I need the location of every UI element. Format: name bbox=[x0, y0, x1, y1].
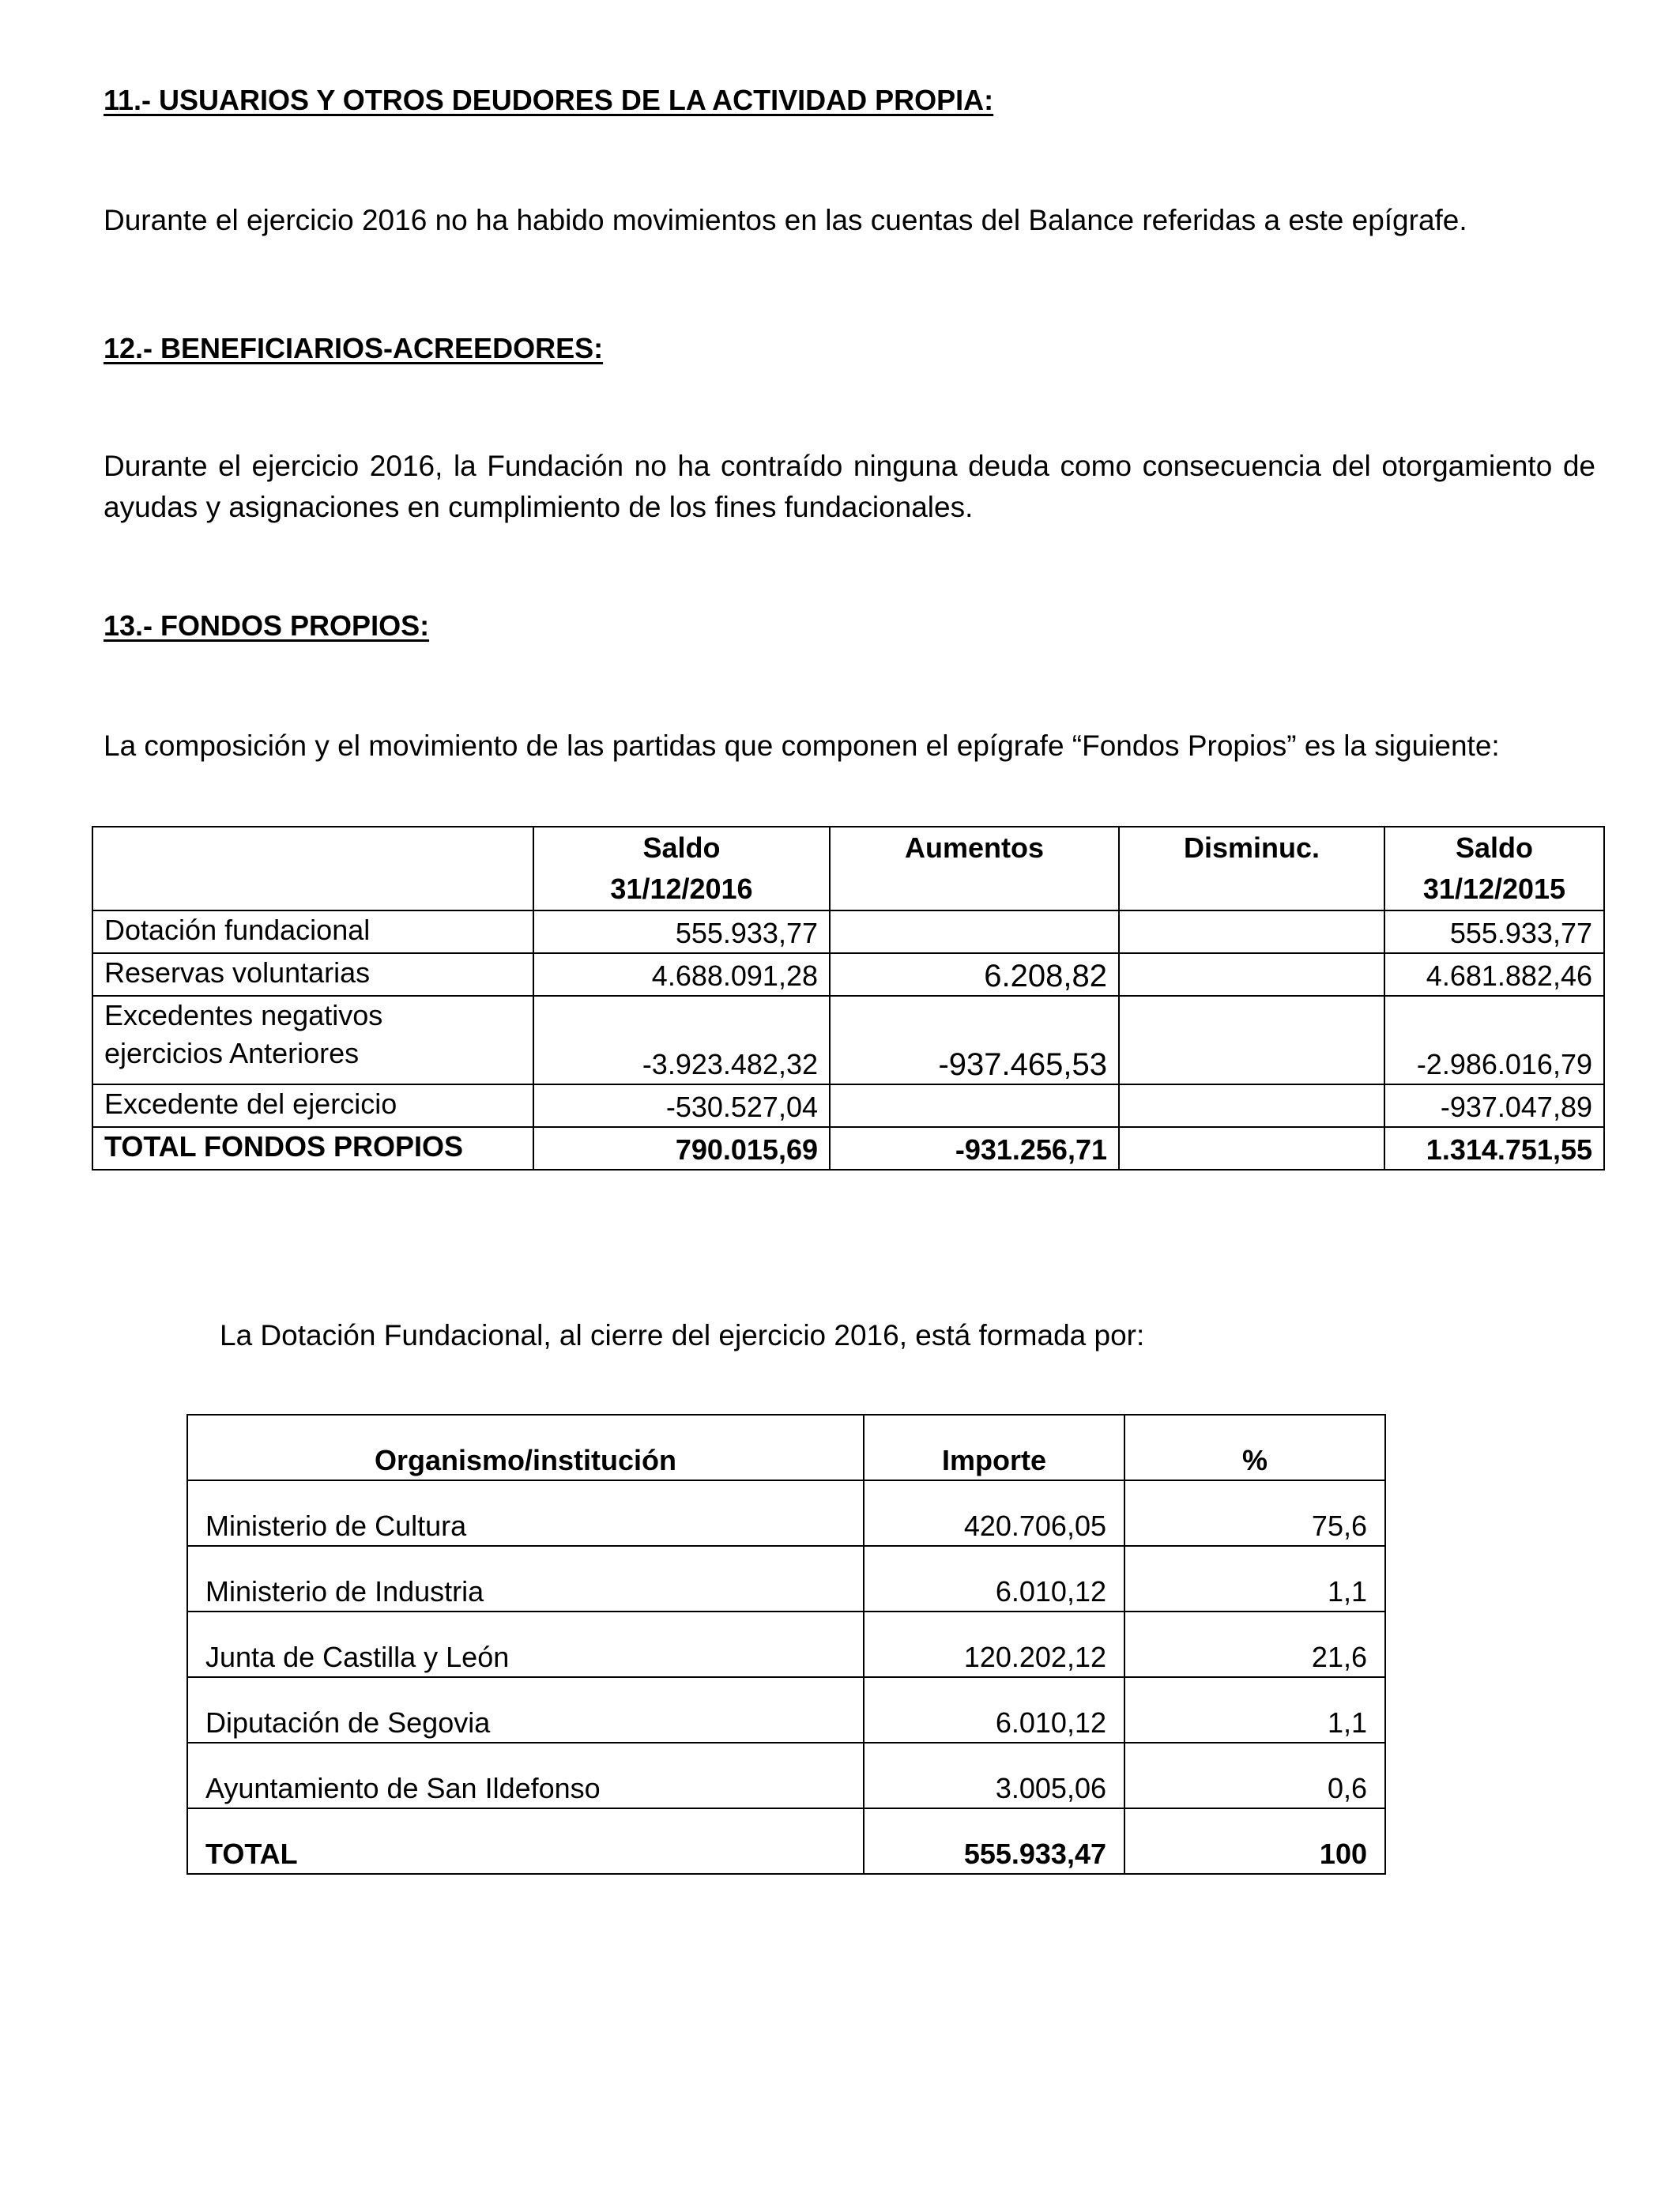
header-aumentos: Aumentos bbox=[830, 827, 1119, 869]
cell-disminuc bbox=[1119, 910, 1384, 953]
header-pct: % bbox=[1124, 1415, 1385, 1480]
header-disminuc: Disminuc. bbox=[1119, 827, 1384, 869]
cell-aumentos bbox=[830, 1084, 1119, 1127]
cell-aumentos: -937.465,53 bbox=[830, 996, 1119, 1084]
table-row bbox=[92, 1084, 1604, 1127]
cell-saldo-2016: 4.688.091,28 bbox=[533, 953, 830, 996]
total-disminuc bbox=[1119, 1127, 1384, 1170]
header-saldo-2016: Saldo bbox=[533, 827, 830, 869]
table-header-row bbox=[187, 1415, 1385, 1480]
row-label-line: ejercicios Anteriores bbox=[104, 1037, 360, 1069]
row-label: Dotación fundacional bbox=[92, 910, 533, 953]
cell-importe: 420.706,05 bbox=[864, 1480, 1124, 1546]
table-row bbox=[92, 996, 1604, 1084]
table-row bbox=[187, 1480, 1385, 1546]
cell-importe: 120.202,12 bbox=[864, 1612, 1124, 1677]
header-empty-cell bbox=[830, 869, 1119, 910]
cell-saldo-2015: -2.986.016,79 bbox=[1384, 996, 1604, 1084]
cell-disminuc bbox=[1119, 953, 1384, 996]
total-pct: 100 bbox=[1124, 1808, 1385, 1874]
header-importe: Importe bbox=[864, 1415, 1124, 1480]
table-row bbox=[92, 910, 1604, 953]
section-12-text: Durante el ejercicio 2016, la Fundación no ha contraído ninguna deuda como consecuencia del otorgamiento de ayudas y asignaciones en cumplimiento de los fines fundacionales. bbox=[104, 450, 1595, 523]
row-label: Reservas voluntarias bbox=[92, 953, 533, 996]
total-saldo-2015: 1.314.751,55 bbox=[1384, 1127, 1604, 1170]
row-label bbox=[92, 996, 533, 1084]
cell-importe: 6.010,12 bbox=[864, 1546, 1124, 1612]
table-row bbox=[187, 1546, 1385, 1612]
cell-pct: 1,1 bbox=[1124, 1546, 1385, 1612]
row-label-line: Excedentes negativos bbox=[104, 999, 383, 1031]
cell-aumentos bbox=[830, 910, 1119, 953]
cell-organismo: Ministerio de Cultura bbox=[187, 1480, 864, 1546]
cell-saldo-2015: 555.933,77 bbox=[1384, 910, 1604, 953]
table-header-row bbox=[92, 869, 1604, 910]
total-label: TOTAL FONDOS PROPIOS bbox=[92, 1127, 533, 1170]
section-11-heading: 11.- USUARIOS Y OTROS DEUDORES DE LA ACTIVIDAD PROPIA: bbox=[104, 84, 994, 116]
table-row bbox=[92, 953, 1604, 996]
total-label: TOTAL bbox=[187, 1808, 864, 1874]
cell-pct: 1,1 bbox=[1124, 1677, 1385, 1743]
row-label: Excedente del ejercicio bbox=[92, 1084, 533, 1127]
section-12-heading: 12.- BENEFICIARIOS-ACREEDORES: bbox=[104, 332, 604, 364]
header-date-2016: 31/12/2016 bbox=[533, 869, 830, 910]
header-saldo-2015: Saldo bbox=[1384, 827, 1604, 869]
header-empty-cell bbox=[1119, 869, 1384, 910]
total-importe: 555.933,47 bbox=[864, 1808, 1124, 1874]
table-header-row bbox=[92, 827, 1604, 869]
fondos-propios-table bbox=[92, 826, 1605, 1171]
cell-organismo: Diputación de Segovia bbox=[187, 1677, 864, 1743]
header-organismo: Organismo/institución bbox=[187, 1415, 864, 1480]
cell-importe: 3.005,06 bbox=[864, 1743, 1124, 1808]
table-total-row bbox=[187, 1808, 1385, 1874]
header-empty-cell bbox=[92, 869, 533, 910]
cell-pct: 21,6 bbox=[1124, 1612, 1385, 1677]
cell-disminuc bbox=[1119, 1084, 1384, 1127]
total-saldo-2016: 790.015,69 bbox=[533, 1127, 830, 1170]
cell-organismo: Junta de Castilla y León bbox=[187, 1612, 864, 1677]
cell-saldo-2016: -530.527,04 bbox=[533, 1084, 830, 1127]
dotacion-intro-text: La Dotación Fundacional, al cierre del ejercicio 2016, está formada por: bbox=[220, 1319, 1145, 1351]
section-13-text: La composición y el movimiento de las partidas que componen el epígrafe “Fondos Propios” es la siguiente: bbox=[104, 729, 1500, 762]
section-11-text: Durante el ejercicio 2016 no ha habido movimientos en las cuentas del Balance referidas a este epígrafe. bbox=[104, 204, 1467, 236]
cell-saldo-2016: 555.933,77 bbox=[533, 910, 830, 953]
header-date-2015: 31/12/2015 bbox=[1384, 869, 1604, 910]
cell-pct: 0,6 bbox=[1124, 1743, 1385, 1808]
header-empty-cell bbox=[92, 827, 533, 869]
total-aumentos: -931.256,71 bbox=[830, 1127, 1119, 1170]
cell-aumentos: 6.208,82 bbox=[830, 953, 1119, 996]
table-row bbox=[187, 1677, 1385, 1743]
table-row bbox=[187, 1743, 1385, 1808]
dotacion-fundacional-table bbox=[186, 1414, 1386, 1875]
section-13-heading: 13.- FONDOS PROPIOS: bbox=[104, 609, 430, 642]
cell-organismo: Ministerio de Industria bbox=[187, 1546, 864, 1612]
cell-saldo-2016: -3.923.482,32 bbox=[533, 996, 830, 1084]
cell-saldo-2015: -937.047,89 bbox=[1384, 1084, 1604, 1127]
table-row bbox=[187, 1612, 1385, 1677]
cell-importe: 6.010,12 bbox=[864, 1677, 1124, 1743]
cell-disminuc bbox=[1119, 996, 1384, 1084]
cell-pct: 75,6 bbox=[1124, 1480, 1385, 1546]
table-total-row bbox=[92, 1127, 1604, 1170]
cell-organismo: Ayuntamiento de San Ildefonso bbox=[187, 1743, 864, 1808]
cell-saldo-2015: 4.681.882,46 bbox=[1384, 953, 1604, 996]
